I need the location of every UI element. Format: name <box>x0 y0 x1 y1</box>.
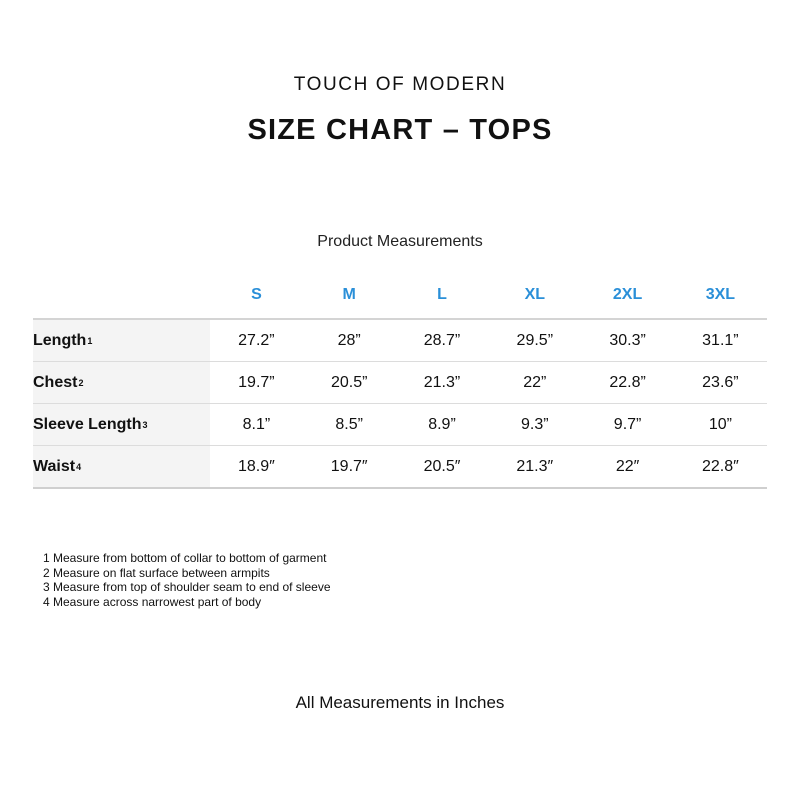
table-cell: 8.1” <box>242 415 271 433</box>
table-cell: 8.5” <box>335 415 363 433</box>
table-cell: 21.3″ <box>516 457 554 475</box>
table-cell: 28” <box>337 331 361 349</box>
table-cell: 9.7” <box>613 415 642 433</box>
footnote-1: 1 Measure from bottom of collar to bottom of garment <box>43 551 327 565</box>
size-header-l: L <box>437 286 447 303</box>
table-cell: 8.9” <box>428 415 456 433</box>
table-cell: 22.8″ <box>701 457 739 475</box>
footnote-marker: 3 <box>142 419 148 430</box>
row-label-text: Length <box>33 331 87 349</box>
footnotes <box>43 551 331 609</box>
footnote-marker: 4 <box>76 461 82 472</box>
size-header-2xl: 2XL <box>612 286 643 303</box>
table-cell: 22” <box>523 373 547 391</box>
table-cell: 31.1” <box>702 331 739 349</box>
table-cell: 22″ <box>615 457 640 475</box>
table-row-sleeve-length <box>33 404 767 446</box>
table-cell: 19.7″ <box>330 457 368 475</box>
table-cell: 19.7” <box>238 373 275 391</box>
size-header-3xl: 3XL <box>705 286 736 303</box>
measurement-unit-note: All Measurements in Inches <box>295 693 505 712</box>
row-label-text: Waist <box>33 457 76 475</box>
row-label-chest <box>33 362 210 403</box>
row-label-length <box>33 320 210 361</box>
table-cell: 20.5″ <box>423 457 461 475</box>
size-header-row <box>33 272 767 320</box>
table-cell: 18.9″ <box>237 457 275 475</box>
brand-logo-text: TOUCH OF MODERN <box>293 74 507 95</box>
footnote-marker: 1 <box>87 335 93 346</box>
page-title: SIZE CHART – TOPS <box>247 114 553 146</box>
footnote-2: 2 Measure on flat surface between armpits <box>43 565 270 580</box>
table-cell: 10” <box>708 415 732 433</box>
table-cell: 28.7” <box>423 331 461 349</box>
row-label-text: Chest <box>33 373 78 391</box>
table-cell: 22.8” <box>609 373 646 391</box>
footnote-4: 4 Measure across narrowest part of body <box>43 594 262 609</box>
row-label-sleeve-length <box>33 404 210 445</box>
table-row-length <box>33 320 767 362</box>
table-cell: 20.5” <box>330 373 368 391</box>
row-label-waist <box>33 446 210 487</box>
table-row-waist <box>33 446 767 489</box>
table-cell: 23.6” <box>702 373 739 391</box>
table-cell: 21.3” <box>423 373 461 391</box>
size-header-xl: XL <box>524 286 546 303</box>
table-cell: 9.3” <box>521 415 549 433</box>
table-cell: 29.5” <box>516 331 554 349</box>
size-table <box>33 272 767 489</box>
size-header-m: M <box>342 286 356 303</box>
table-cell: 30.3” <box>609 331 646 349</box>
footnote-marker: 2 <box>78 377 84 388</box>
table-cell: 27.2” <box>238 331 275 349</box>
table-row-chest <box>33 362 767 404</box>
footnote-3: 3 Measure from top of shoulder seam to end of sleeve <box>43 580 331 594</box>
row-label-text: Sleeve Length <box>33 415 142 433</box>
table-caption: Product Measurements <box>317 233 483 250</box>
size-header-s: S <box>251 286 262 303</box>
